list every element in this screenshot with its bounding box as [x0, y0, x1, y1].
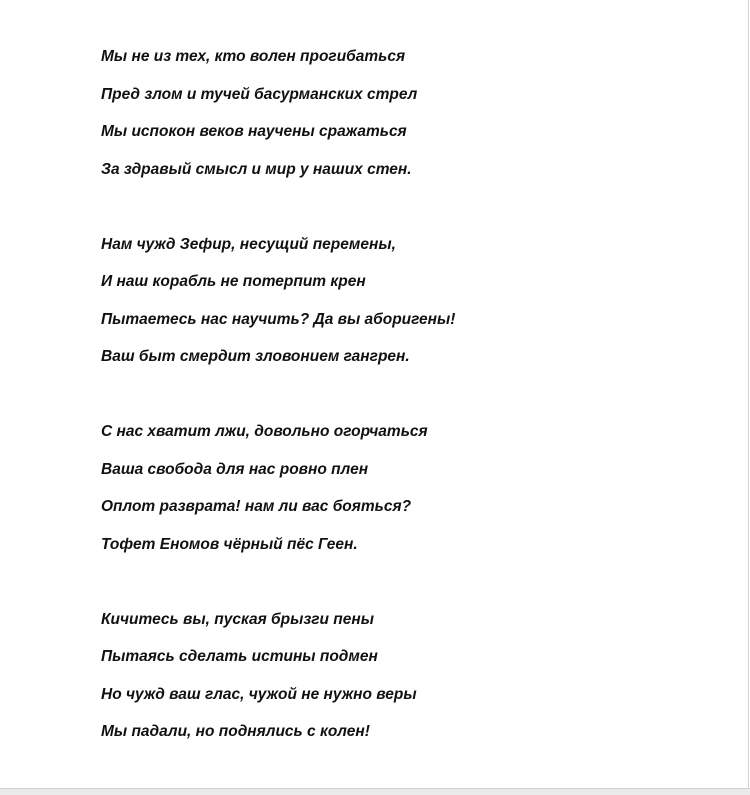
stanza-4 — [101, 610, 721, 760]
stanza-1 — [101, 47, 721, 197]
poem-line: Но чужд ваш глас, чужой не нужно веры — [101, 685, 417, 703]
stanza-2 — [101, 235, 721, 385]
stanza-3 — [101, 422, 721, 572]
poem-line: Мы испокон веков научены сражаться — [101, 123, 407, 140]
poem-line: Нам чужд Зефир, несущий перемены, — [101, 235, 396, 253]
poem-line: Тофет Еномов чёрный пёс Геен. — [101, 535, 358, 553]
poem-line: Мы не из тех, кто волен прогибаться — [101, 48, 406, 65]
poem-line: Кичитесь вы, пуская брызги пены — [101, 610, 374, 628]
poem-line: И наш корабль не потерпит крен — [101, 273, 366, 290]
poem-line: Оплот разврата! нам ли вас бояться? — [101, 498, 412, 515]
poem-line: Пытаясь сделать истины подмен — [101, 648, 378, 665]
poem-line: Ваша свобода для нас ровно плен — [101, 460, 369, 478]
poem-line: Ваш быт смердит зловонием гангрен. — [101, 348, 410, 365]
page-bottom-edge — [0, 788, 750, 795]
poem-line: С нас хватит лжи, довольно огорчаться — [101, 423, 428, 440]
poem-text — [101, 47, 721, 795]
poem-line: За здравый смысл и мир у наших стен. — [101, 160, 412, 178]
poem-line: Пред злом и тучей басурманских стрел — [101, 85, 418, 103]
poem-line: Мы падали, но поднялись с колен! — [101, 723, 370, 740]
poem-line: Пытаетесь нас научить? Да вы аборигены! — [101, 310, 456, 328]
